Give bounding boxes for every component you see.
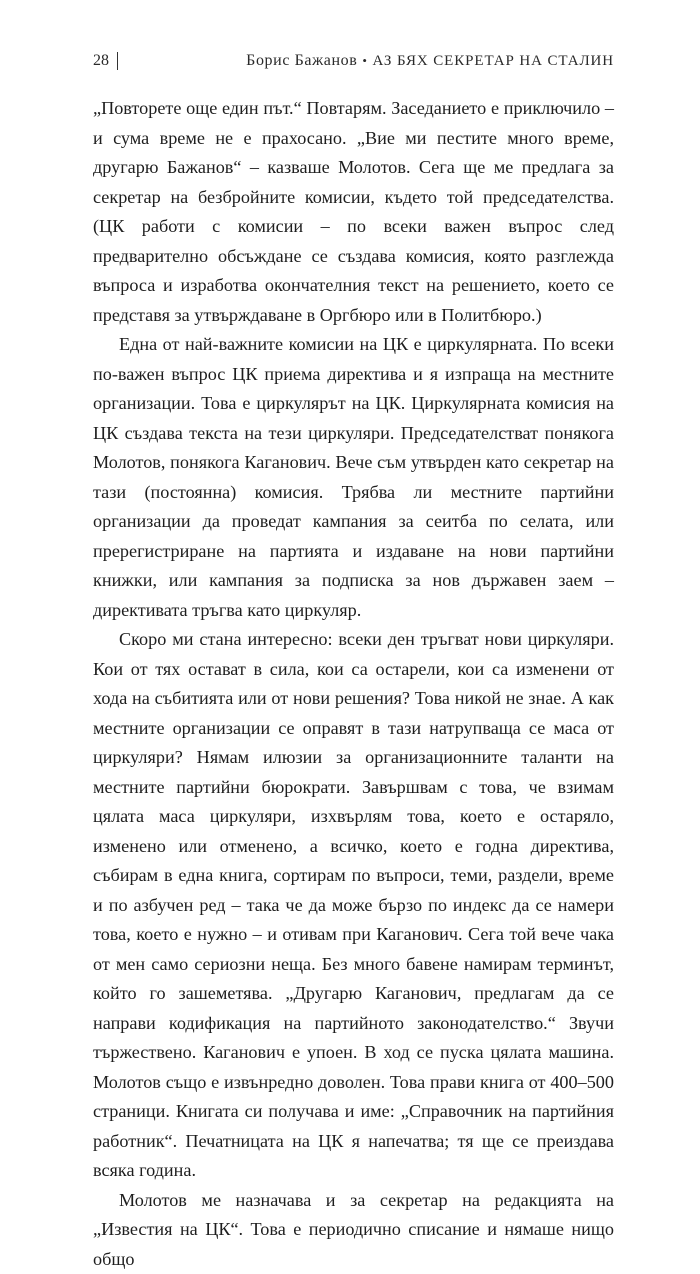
paragraph: „Повторете още един път.“ Повтарям. Заседанието е приключило – и сума време не е прахосано. „Вие ми пестите много време, другарю Бажанов“ – казваше Молотов. Сега ще ме предлага за секретар на безбройните комисии, където той председателства. (ЦК работи с комисии – по всеки важен въпрос след предварително обсъждане се създава комисия, която разглежда въпроса и изработва окончателния текст на решението, което се представя за утвърждаване в Оргбюро или в Политбюро.) <box>93 94 614 330</box>
page-number: 28 <box>93 52 109 70</box>
running-head-title: АЗ БЯХ СЕКРЕТАР НА СТАЛИН <box>373 53 614 69</box>
paragraph: Скоро ми стана интересно: всеки ден тръгват нови циркуляри. Кои от тях остават в сила, кои са остарели, кои са изменени от хода на събитията или от нови решения? Това никой не знае. А как местните организации се оправят в тази натрупваща се маса от циркуляри? Нямам илюзии за организационните таланти на местните партийни бюрократи. Завършвам с това, че взимам цялата маса циркуляри, изхвърлям това, което е остаряло, изменено или отменено, а всичко, което е годна директива, събирам в една книга, сортирам по въпроси, теми, раздели, време и по азбучен ред – така че да може бързо по индекс да се намери това, което е нужно – и отивам при Каганович. Сега той вече чака от мен само сериозни неща. Без много бавене намирам терминът, който го зашеметява. „Другарю Каганович, предлагам да се направи кодификация на партийното законодателство.“ Звучи тържествено. Каганович е упоен. В ход се пуска цялата машина. Молотов също е извънредно доволен. Това прави книга от 400–500 страници. Книгата си получава и име: „Справочник на партийния работник“. Печатницата на ЦК я напечатва; тя ще се преиздава всяка година. <box>93 625 614 1186</box>
paragraph: Молотов ме назначава и за секретар на редакцията на „Известия на ЦК“. Това е периодично списание и нямаше нищо общо <box>93 1186 614 1274</box>
running-head-separator: • <box>362 53 367 68</box>
paragraph: Една от най-важните комисии на ЦК е циркулярната. По всеки по-важен въпрос ЦК приема директива и я изпраща на местните организации. Това е циркулярът на ЦК. Циркулярната комисия на ЦК създава текста на тези циркуляри. Председателстват понякога Молотов, понякога Каганович. Вече съм утвърден като секретар на тази (постоянна) комисия. Трябва ли местните партийни организации да проведат кампания за сеитба по селата, или пререгистриране на партията и издаване на нови партийни книжки, или кампания за подписка за нов държавен заем – директивата тръгва като циркуляр. <box>93 330 614 625</box>
running-head-author: Борис Бажанов <box>246 52 357 69</box>
running-head <box>246 52 614 70</box>
page-header <box>93 48 614 74</box>
body-text <box>93 94 614 1274</box>
header-rule <box>117 52 118 70</box>
